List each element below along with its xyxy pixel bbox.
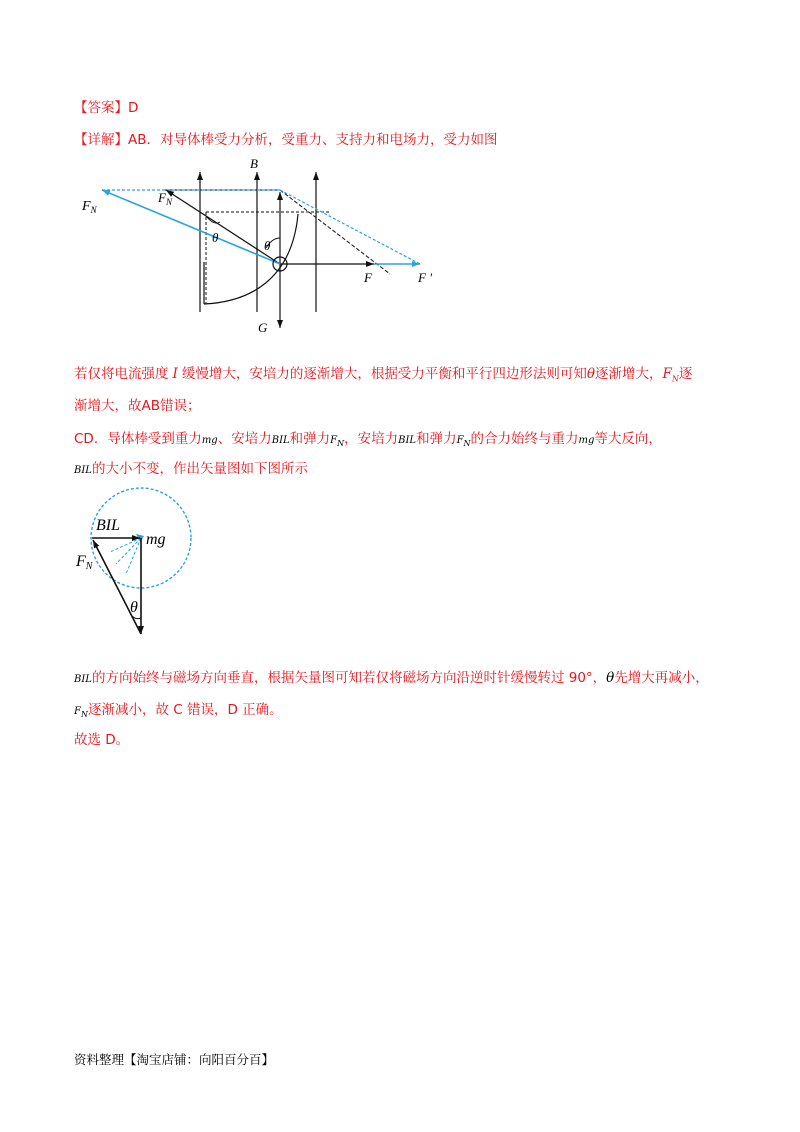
- para2-BIL3: BIL: [74, 465, 92, 476]
- label-FN-black: $F_N$: [158, 190, 172, 207]
- force-FN-black: [166, 190, 280, 264]
- para1-text-b: 缓慢增大，安培力的逐渐增大，根据受力平衡和平行四边形法则可知: [181, 366, 587, 382]
- para1-text-line2: 渐增大，故AB错误；: [74, 398, 201, 414]
- para3-text-b: 先增大再减小，: [614, 670, 709, 686]
- para1-theta: θ: [586, 366, 595, 382]
- para1-text-a: 若仅将电流强度: [74, 366, 169, 382]
- detail-line: [74, 128, 498, 148]
- label-BIL: BIL: [96, 517, 120, 534]
- para2-text-b: 、安培力: [217, 431, 272, 447]
- label-G: G: [258, 320, 268, 335]
- force-diagram: [74, 152, 474, 342]
- label-theta-1: θ: [212, 230, 219, 245]
- para2-FN1: $F_N$: [330, 435, 345, 448]
- para2-text-a: CD．导体棒受到重力: [74, 431, 202, 447]
- answer-value: D: [128, 100, 139, 116]
- detail-text: AB．对导体棒受力分析，受重力、支持力和电场力，受力如图: [128, 132, 498, 148]
- para1-I: I: [172, 366, 178, 382]
- blue-dashed-diag: [280, 190, 420, 264]
- para3-FN: $F_N$: [74, 706, 88, 719]
- para3-line2: [74, 698, 283, 719]
- para2-BIL1: BIL: [271, 435, 290, 446]
- label-mg: mg: [146, 531, 166, 548]
- detail-prefix: 【详解】: [74, 132, 128, 148]
- para2-line2: [74, 457, 308, 477]
- label-theta: θ: [130, 599, 138, 616]
- para1-text-c: 逐渐增大，: [594, 366, 663, 382]
- para2-text-e: 和弹力: [416, 431, 457, 447]
- ray-2: [116, 538, 141, 564]
- conclusion-text: 故选 D。: [74, 732, 130, 748]
- para2-mg2: mg: [578, 435, 595, 446]
- label-theta-2: θ: [264, 238, 271, 253]
- label-B: B: [250, 156, 258, 171]
- para3-text-c: 逐渐减小，故 C 错误，D 正确。: [87, 702, 283, 718]
- label-F-prime: F ': [418, 270, 432, 285]
- para1-line1: [74, 362, 692, 384]
- para1-FN: $F_N$: [662, 366, 679, 384]
- dashed-diag: [280, 190, 390, 274]
- para2-BIL2: BIL: [398, 435, 417, 446]
- ray-3: [126, 538, 141, 574]
- label-F: F: [364, 270, 372, 285]
- label-FN: FN: [76, 553, 93, 572]
- vector-diagram: [74, 484, 214, 644]
- para2-text-d: ，安培力: [344, 431, 399, 447]
- support-arc: [204, 214, 298, 304]
- para3-BIL: BIL: [74, 674, 92, 685]
- para2-text-c: 和弹力: [289, 431, 331, 447]
- answer-prefix: 【答案】: [74, 100, 128, 116]
- para2-FN2: $F_N$: [456, 435, 471, 448]
- force-FN-blue: [102, 190, 280, 264]
- para2-text-g: 等大反向，: [594, 431, 662, 447]
- conclusion: [74, 728, 129, 748]
- para3-text-a: 的方向始终与磁场方向垂直，根据矢量图可知若仅将磁场方向沿逆时针缓慢转过 90°，: [91, 670, 607, 686]
- para3-theta: θ: [606, 670, 615, 686]
- para2-text-f: 的合力始终与重力: [470, 431, 579, 447]
- para2-text-h: 的大小不变，作出矢量图如下图所示: [91, 461, 308, 477]
- para1-line2: [74, 394, 201, 414]
- para2-line1: [74, 427, 662, 448]
- label-FN-blue: $F_N$: [82, 199, 97, 215]
- para1-text-d: 逐: [678, 366, 693, 382]
- para3-line1: [74, 666, 709, 686]
- para2-mg1: mg: [201, 435, 218, 446]
- answer-line: [74, 96, 138, 116]
- footer: 资料整理【淘宝店铺：向阳百分百】: [74, 1052, 275, 1067]
